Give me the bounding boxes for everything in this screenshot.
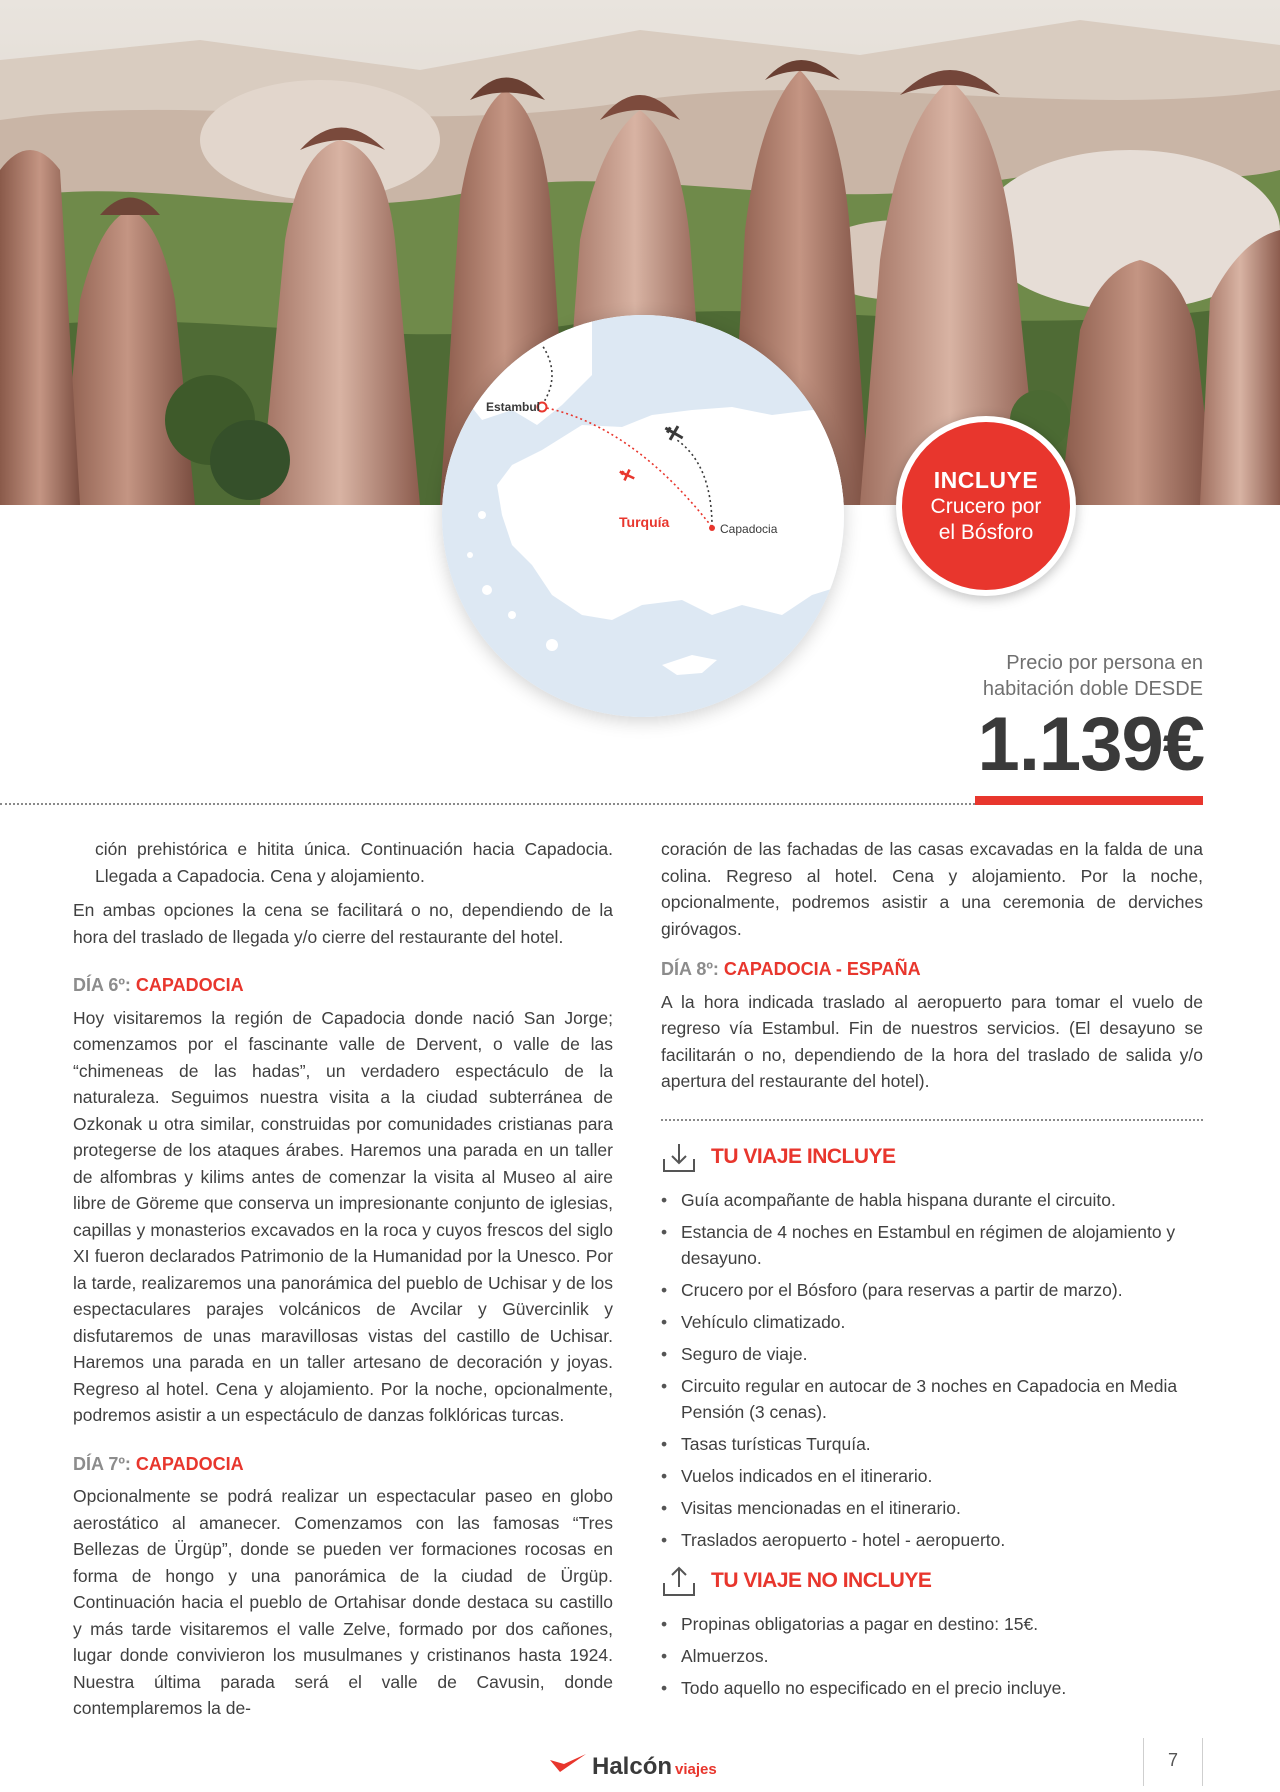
includes-header <box>661 1141 1203 1175</box>
list-item: • Visitas mencionadas en el itinerario. <box>661 1495 1203 1521</box>
not-includes-section <box>661 1565 1203 1701</box>
price-label <box>863 650 1203 702</box>
paragraph: A la hora indicada traslado al aeropuerto para tomar el vuelo de regreso vía Estambul. Fin de nuestros servicios. (El desayuno se facilitarán o no, dependiendo de la hora del traslado de salida y/o apertura del restaurante del hotel). <box>661 991 1203 1091</box>
not-includes-list <box>661 1611 1203 1701</box>
includes-title: TU VIAJE INCLUYE <box>711 1145 896 1169</box>
price-underline-bar <box>975 796 1203 805</box>
list-item: • Guía acompañante de habla hispana durante el circuito. <box>661 1187 1203 1213</box>
includes-cruise-badge <box>896 416 1076 596</box>
dotted-divider <box>0 803 975 805</box>
day-name: CAPADOCIA <box>135 1453 244 1474</box>
paragraph: ción prehistórica e hitita única. Continuación hacia Capadocia. Llegada a Capadocia. Cena y alojamiento. <box>95 839 613 886</box>
price-label-line: Precio por persona en <box>1006 652 1203 674</box>
badge-line: el Bósforo <box>938 520 1034 544</box>
list-item: • Vehículo climatizado. <box>661 1309 1203 1335</box>
page-number: 7 <box>1143 1738 1203 1786</box>
paragraph: Hoy visitaremos la región de Capadocia donde nació San Jorge; comenzamos por el fascinante valle de Dervent, o valle de las “chimeneas de las hadas”, un verdadero espectáculo de la naturaleza. Seguimos nuestra visita a la ciudad subterránea de Ozkonak u otra similar, construidas por comunidades cristianas para protegerse de los ataques árabes. Haremos una parada en un taller de alfombras y kilims antes de comenzar la visita al Museo al aire libre de Göreme que conserva un impresionante conjunto de iglesias, capillas y monasterios excavados en la roca y cuyos frescos del siglo XI fueron declarados Patrimonio de la Humanidad por la Unesco. Por la tarde, realizaremos una panorámica del pueblo de Uchisar y de los espectaculares parajes volcánicos de Avcilar y Güvercinlik y disfutaremos de unas maravillosas vistas del castillo de Uchisar. Haremos una parada en un taller artesano de decoración y joyas. Regreso al hotel. Cena y alojamiento. Por la noche, opcionalmente, podremos asistir a un espectáculo de danzas folklóricas turcas. <box>73 1007 613 1425</box>
list-item: • Traslados aeropuerto - hotel - aeropuerto. <box>661 1527 1203 1553</box>
day-prefix: DÍA 8º: <box>661 959 724 979</box>
map-label-capadocia: Capadocia <box>720 522 778 536</box>
not-includes-header <box>661 1565 1203 1599</box>
day-heading-6 <box>73 972 613 999</box>
capadocia-marker <box>709 525 715 531</box>
paragraph: Opcionalmente se podrá realizar un espectacular paseo en globo aerostático al amanecer. Comenzamos con las famosas “Tres Bellezas de Ürgüp”, donde se pueden ver formaciones rocosas en forma de hongo y una panorámica de la ciudad de Ürgüp. Continuación hacia el pueblo de Ortahisar donde destaca su castillo y más tarde visitaremos el valle Zelve, formado por dos cañones, lugar donde convivieron los musulmanes y cristinanos hasta 1924. Nuestra última parada será el valle de Cavusin, donde contemplaremos la de- <box>73 1486 613 1718</box>
route-map <box>442 315 844 717</box>
upload-tray-icon <box>661 1565 697 1599</box>
list-item: • Propinas obligatorias a pagar en destino: 15€. <box>661 1611 1203 1637</box>
list-item: • Todo aquello no especificado en el precio incluye. <box>661 1675 1203 1701</box>
includes-list <box>661 1187 1203 1553</box>
price-value: 1.139€ <box>977 702 1204 787</box>
list-item: • Almuerzos. <box>661 1643 1203 1669</box>
day-heading-7 <box>73 1451 613 1478</box>
brand-sub: viajes <box>675 1761 717 1778</box>
dotted-divider <box>661 1119 1203 1121</box>
itinerary-right-column <box>661 836 1203 1707</box>
price-label-line: habitación doble DESDE <box>982 678 1203 700</box>
brand-name: Halcón <box>592 1753 673 1780</box>
includes-section <box>661 1141 1203 1553</box>
list-item: • Circuito regular en autocar de 3 noches en Capadocia en Media Pensión (3 cenas). <box>661 1373 1203 1425</box>
download-tray-icon <box>661 1141 697 1175</box>
list-item: • Vuelos indicados en el itinerario. <box>661 1463 1203 1489</box>
day-name: CAPADOCIA - ESPAÑA <box>723 959 921 979</box>
list-item: • Seguro de viaje. <box>661 1341 1203 1367</box>
badge-title: INCLUYE <box>933 466 1039 493</box>
list-item: • Tasas turísticas Turquía. <box>661 1431 1203 1457</box>
day-heading-8 <box>661 956 1203 983</box>
day-prefix: DÍA 6º: <box>73 975 136 995</box>
not-includes-title: TU VIAJE NO INCLUYE <box>711 1569 932 1593</box>
day-name: CAPADOCIA <box>135 975 244 995</box>
halcon-wing-icon <box>550 1752 588 1774</box>
list-item: • Crucero por el Bósforo (para reservas a partir de marzo). <box>661 1277 1203 1303</box>
map-label-istanbul: Estambul <box>486 400 541 414</box>
list-item: • Estancia de 4 noches en Estambul en régimen de alojamiento y desayuno. <box>661 1219 1203 1271</box>
map-label-turquia: Turquía <box>619 514 670 530</box>
badge-line: Crucero por <box>930 494 1042 518</box>
paragraph: coración de las fachadas de las casas excavadas en la falda de una colina. Regreso al hotel. Cena y alojamiento. Por la noche, opcionalmente, podremos asistir a una ceremonia de derviches giróvagos. <box>661 839 1203 939</box>
halcon-logo <box>550 1752 717 1781</box>
day-prefix: DÍA 7º: <box>73 1453 136 1474</box>
paragraph: En ambas opciones la cena se facilitará o no, dependiendo de la hora del traslado de llegada y/o cierre del restaurante del hotel. <box>73 900 613 947</box>
itinerary-left-column <box>73 836 613 1730</box>
